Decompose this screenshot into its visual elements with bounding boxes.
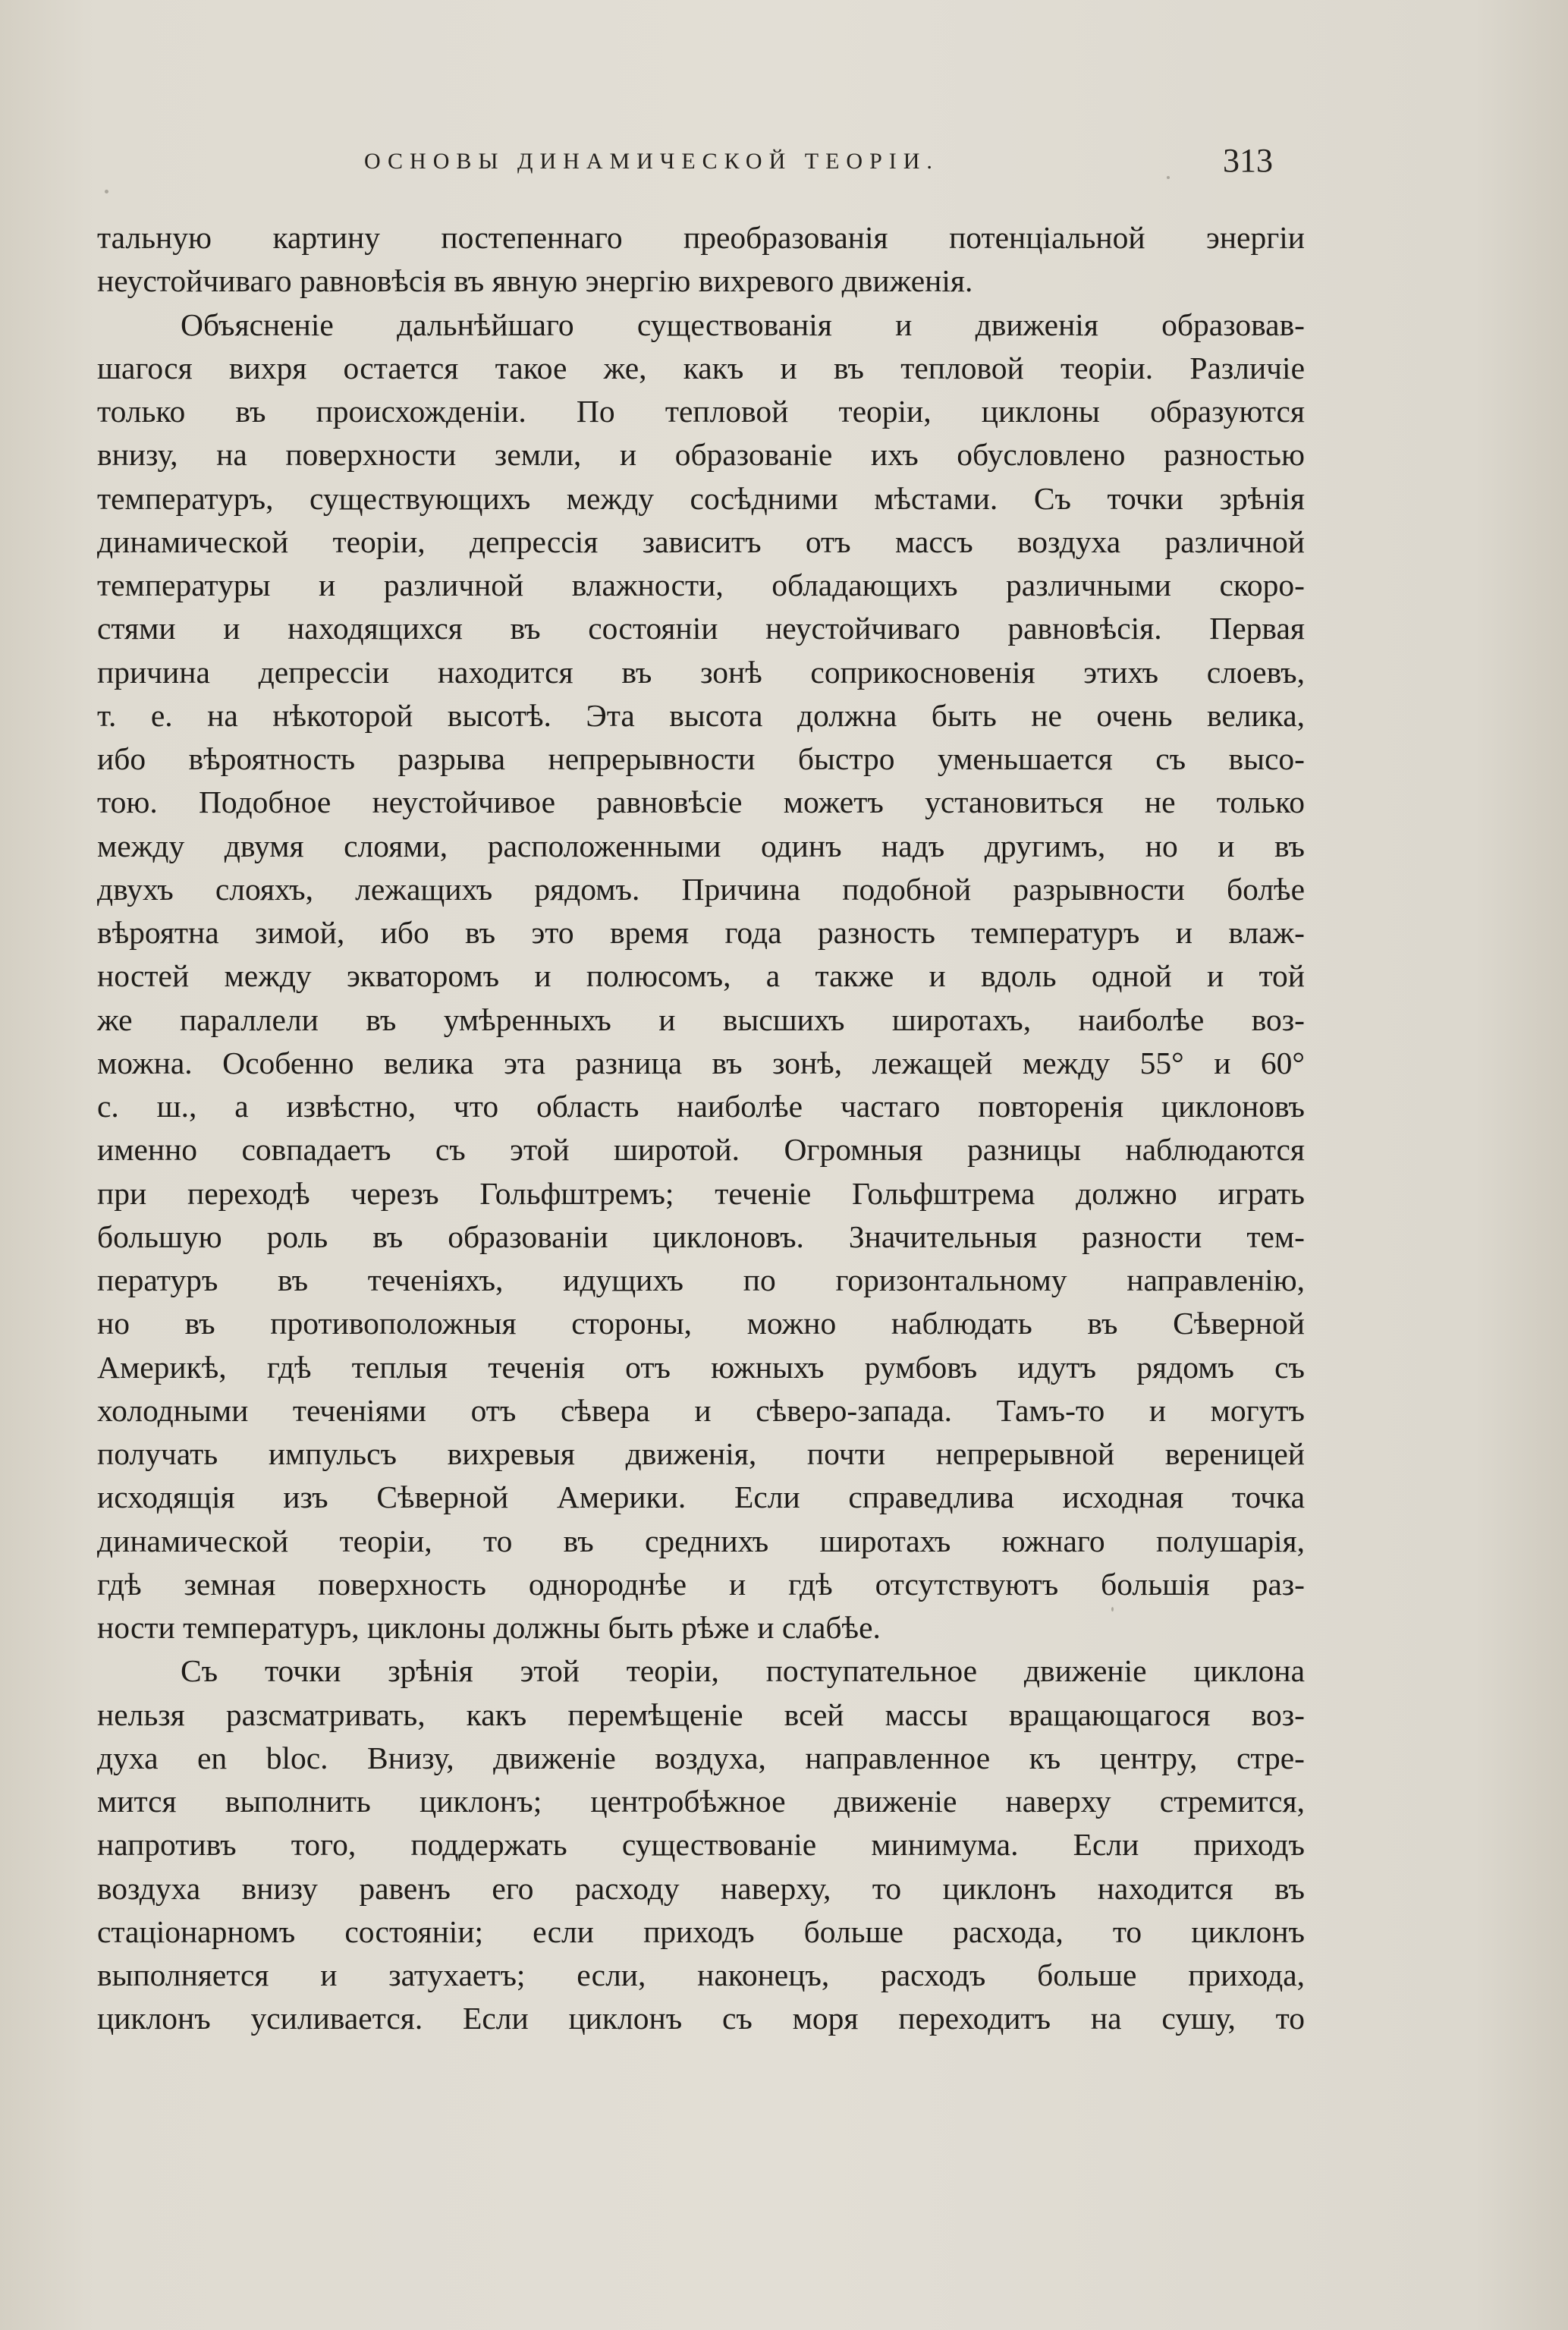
text-line: только въ происхожденіи. По тепловой теоріи, циклоны образуются: [97, 394, 1305, 429]
text-line: вѣроятна зимой, ибо въ это время года разность температуръ и влаж-: [97, 915, 1305, 950]
text-line: можна. Особенно велика эта разница въ зонѣ, лежащей между 55° и 60°: [97, 1045, 1305, 1080]
text-line: тою. Подобное неустойчивое равновѣсіе можетъ установиться не только: [97, 785, 1305, 820]
text-line: между двумя слоями, расположенными одинъ надъ другимъ, но и въ: [97, 828, 1305, 863]
text-line: двухъ слояхъ, лежащихъ рядомъ. Причина подобной разрывности болѣе: [97, 871, 1305, 907]
text-line: ностей между экваторомъ и полюсомъ, а также и вдоль одной и той: [97, 958, 1305, 994]
text-line: при переходѣ черезъ Гольфштремъ; теченіе Гольфштрема должно играть: [97, 1175, 1305, 1211]
text-line: воздуха внизу равенъ его расходу наверху, то циклонъ находится въ: [97, 1870, 1305, 1906]
text-line: динамической теоріи, то въ среднихъ широтахъ южнаго полушарія,: [97, 1523, 1305, 1558]
text-line: Съ точки зрѣнія этой теоріи, поступательное движеніе циклона: [181, 1653, 1305, 1689]
text-line: мится выполнить циклонъ; центробѣжное движеніе наверху стремится,: [97, 1784, 1305, 1819]
text-line: температуры и различной влажности, обладающихъ различными скоро-: [97, 568, 1305, 602]
text-line: тальную картину постепеннаго преобразованія потенціальной энергіи: [97, 220, 1305, 255]
text-line: ибо вѣроятность разрыва непрерывности быстро уменьшается съ высо-: [97, 741, 1305, 776]
text-line: неустойчиваго равновѣсія въ явную энергію вихревого движенія.: [97, 263, 973, 299]
text-line: исходящія изъ Сѣверной Америки. Если справедлива исходная точка: [97, 1479, 1305, 1515]
text-line: стями и находящихся въ состояніи неустойчиваго равновѣсія. Первая: [97, 611, 1305, 646]
text-line: циклонъ усиливается. Если циклонъ съ моря переходитъ на сушу, то: [97, 2001, 1305, 2036]
text-line: гдѣ земная поверхность однороднѣе и гдѣ отсутствуютъ большія раз-: [97, 1566, 1305, 1602]
text-line: динамической теоріи, депрессія зависитъ отъ массъ воздуха различной: [97, 524, 1305, 559]
text-line: нельзя разсматривать, какъ перемѣщеніе всей массы вращающагося воз-: [97, 1696, 1305, 1732]
text-line: т. е. на нѣкоторой высотѣ. Эта высота должна быть не очень велика,: [97, 697, 1305, 733]
text-line: ности температуръ, циклоны должны быть рѣже и слабѣе.: [97, 1610, 881, 1645]
text-line: духа en bloc. Внизу, движеніе воздуха, направленное къ центру, стре-: [97, 1740, 1305, 1775]
page-number: 313: [1223, 142, 1273, 179]
text-line: холодными теченіями отъ сѣвера и сѣверо-запада. Тамъ-то и могутъ: [97, 1392, 1305, 1428]
text-line: же параллели въ умѣренныхъ и высшихъ широтахъ, наиболѣе воз-: [97, 1001, 1305, 1037]
text-line: Америкѣ, гдѣ теплыя теченія отъ южныхъ румбовъ идутъ рядомъ съ: [97, 1349, 1305, 1385]
text-line: внизу, на поверхности земли, и образованіе ихъ обусловлено разностью: [97, 437, 1305, 473]
paper-speck: [1167, 176, 1170, 179]
text-line: но въ противоположныя стороны, можно наблюдать въ Сѣверной: [97, 1306, 1305, 1341]
text-line: Объясненіе дальнѣйшаго существованія и движенія образовав-: [181, 307, 1305, 342]
text-line: пературъ въ теченіяхъ, идущихъ по горизонтальному направленію,: [97, 1262, 1305, 1297]
text-line: большую роль въ образованіи циклоновъ. Значительныя разности тем-: [97, 1218, 1305, 1254]
paper-speck: [1111, 1607, 1114, 1612]
text-line: выполняется и затухаетъ; если, наконецъ, расходъ больше прихода,: [97, 1957, 1305, 1992]
paper-speck: [105, 190, 108, 193]
text-line: с. ш., а извѣстно, что область наиболѣе частаго повторенія циклоновъ: [97, 1089, 1305, 1124]
text-line: стаціонарномъ состояніи; если приходъ больше расхода, то циклонъ: [97, 1913, 1305, 1949]
text-line: получать импульсъ вихревыя движенія, почти непрерывной вереницей: [97, 1436, 1305, 1471]
text-line: причина депрессіи находится въ зонѣ соприкосновенія этихъ слоевъ,: [97, 654, 1305, 690]
text-line: именно совпадаетъ съ этой широтой. Огромныя разницы наблюдаются: [97, 1132, 1305, 1168]
text-line: шагося вихря остается такое же, какъ и въ тепловой теоріи. Различіе: [97, 350, 1305, 385]
body-text: [97, 216, 1305, 2041]
text-line: напротивъ того, поддержать существованіе минимума. Если приходъ: [97, 1827, 1305, 1863]
text-line: температуръ, существующихъ между сосѣдними мѣстами. Съ точки зрѣнія: [97, 480, 1305, 516]
running-title: ОСНОВЫ ДИНАМИЧЕСКОЙ ТЕОРІИ.: [364, 149, 939, 174]
